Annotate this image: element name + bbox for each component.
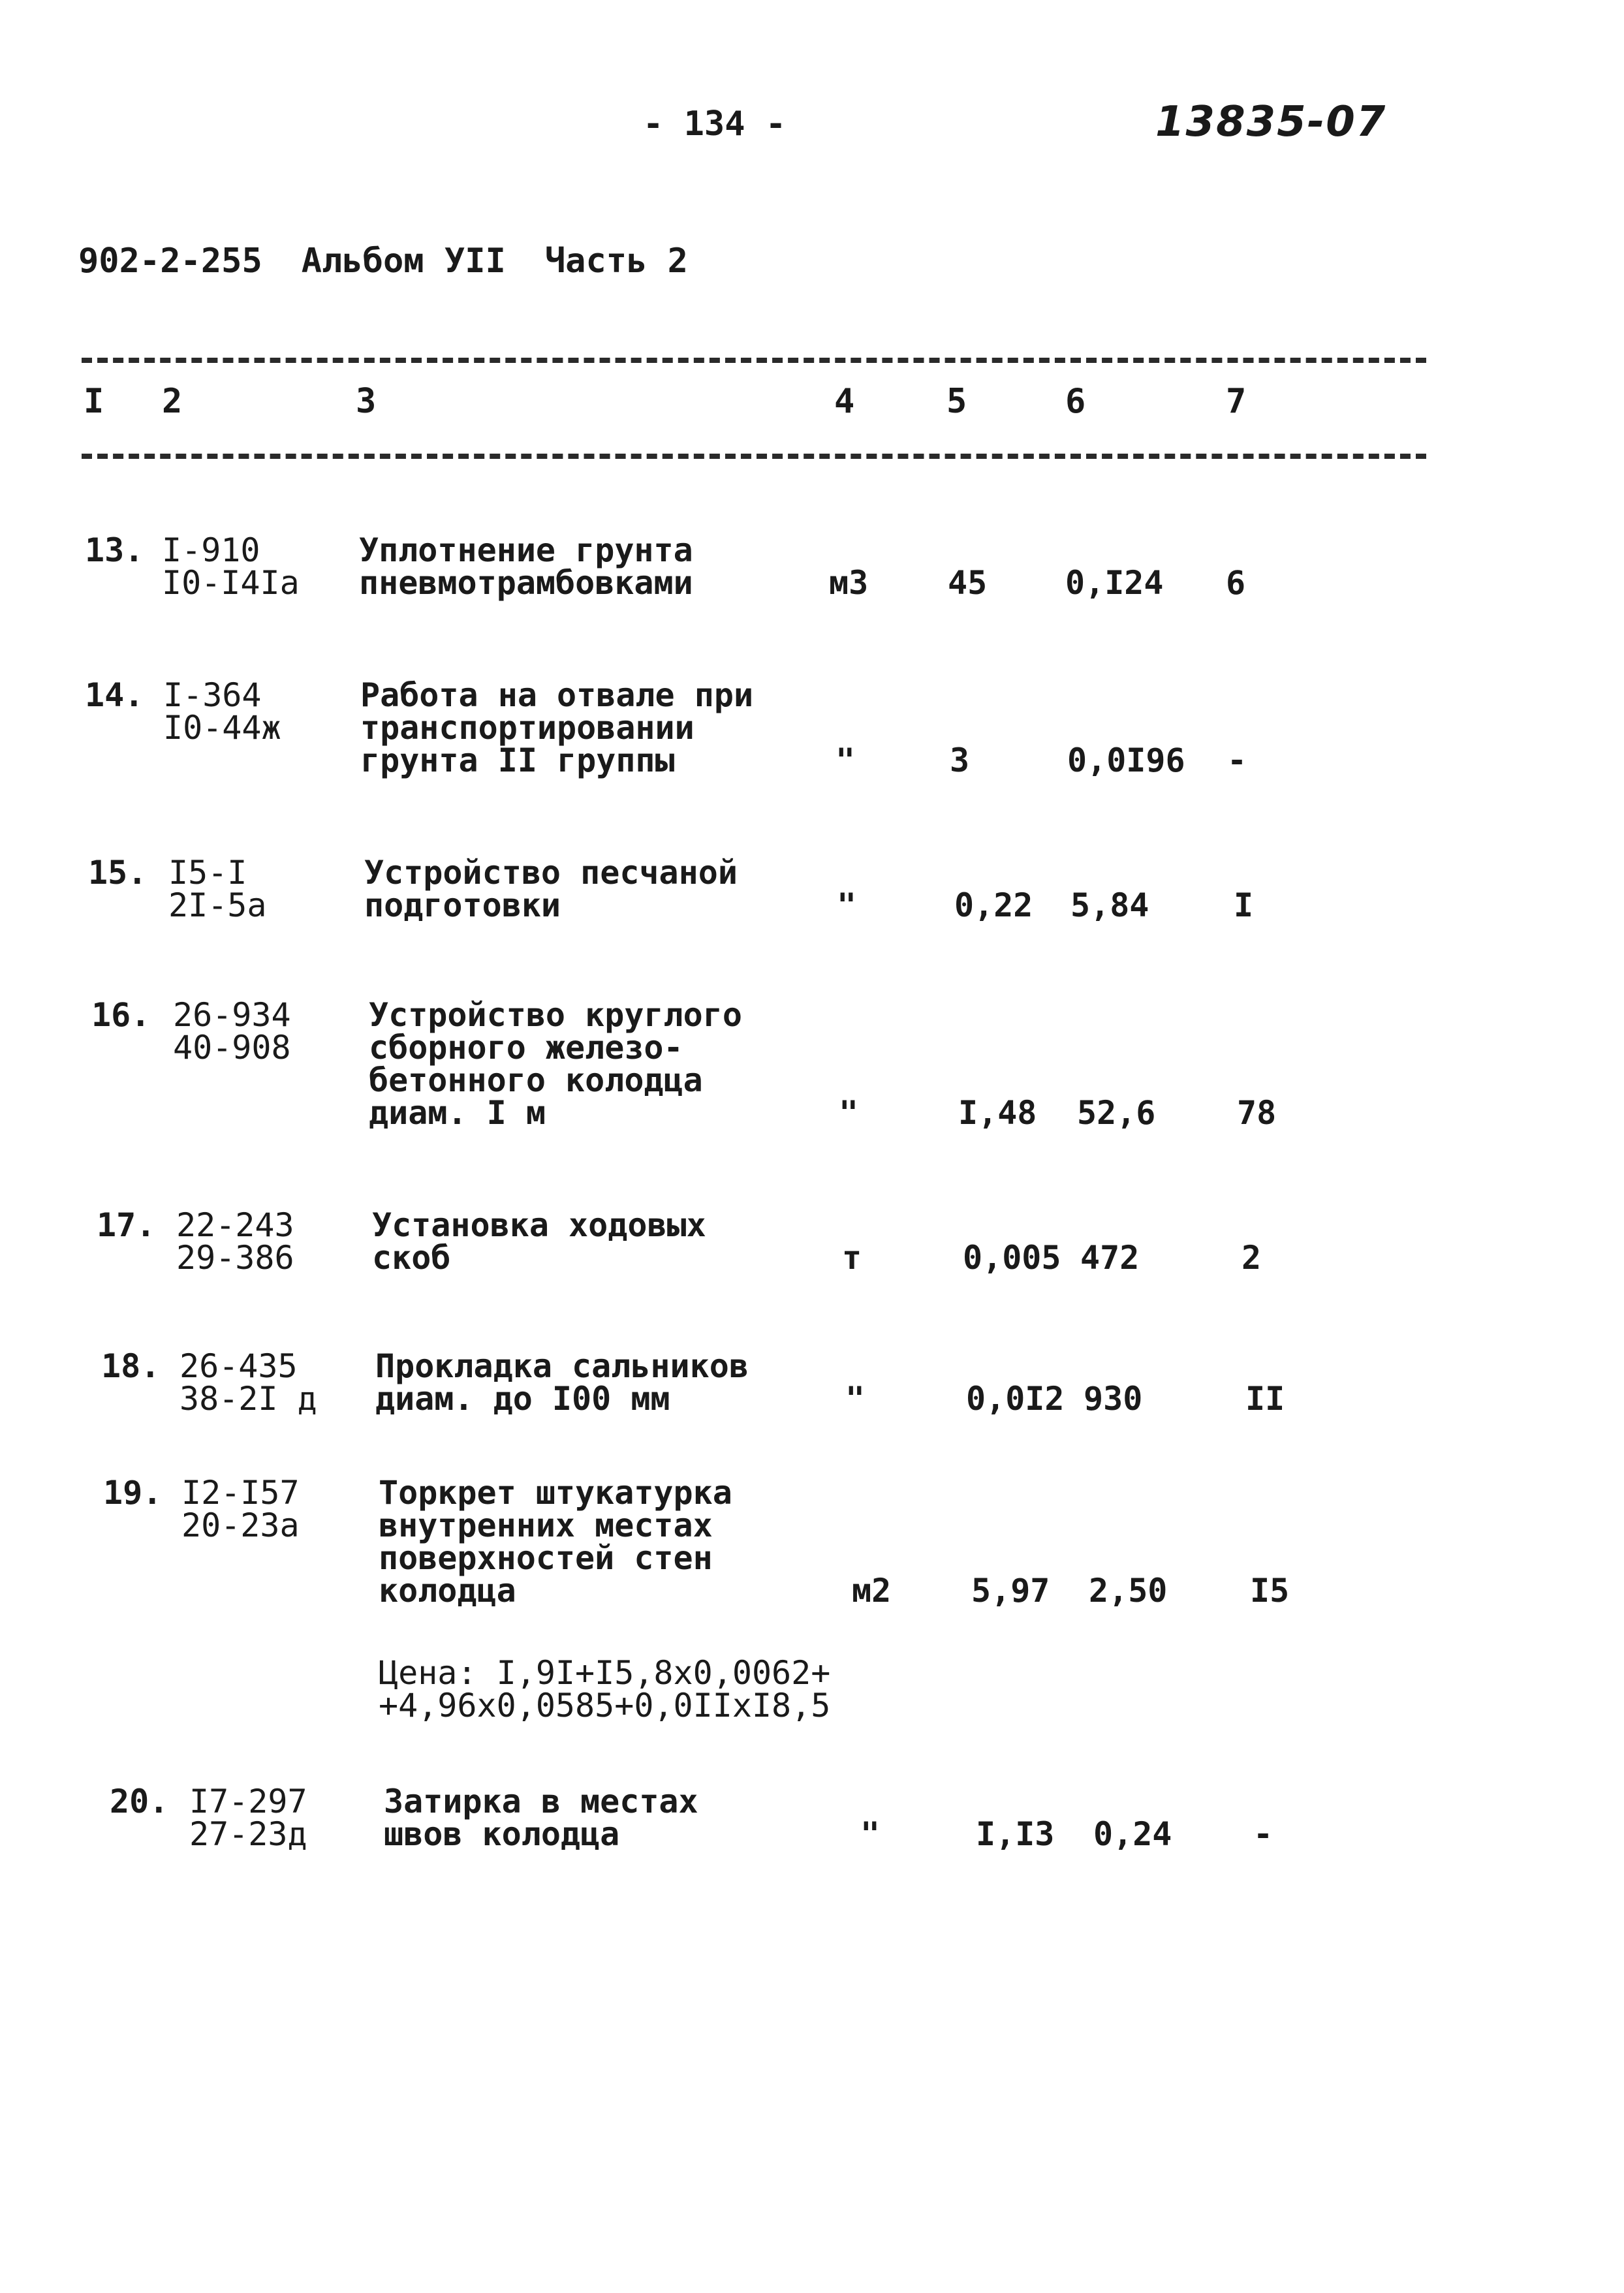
unit-of-measure: " [837, 886, 857, 924]
unit-price: 0,0I96 [1067, 741, 1185, 779]
work-description-line: скоб [372, 1239, 451, 1277]
series-code: 902-2-255 [78, 242, 262, 281]
document-code: 13835-07 [1155, 98, 1387, 146]
norm-code-secondary: 27-23д [189, 1815, 307, 1853]
work-description-line: подготовки [364, 886, 561, 924]
quantity: 0,0I2 [966, 1380, 1065, 1418]
total-cost: 2 [1241, 1239, 1262, 1277]
work-description-line: внутренних местах [379, 1506, 713, 1544]
work-description-line: Устройство песчаной [364, 854, 738, 892]
total-cost: I5 [1250, 1572, 1290, 1610]
column-header-4: 4 [834, 382, 855, 421]
price-formula-line: Цена: I,9I+I5,8x0,0062+ [379, 1654, 831, 1692]
norm-code-secondary: 40-908 [173, 1029, 291, 1067]
unit-of-measure: м3 [829, 564, 869, 602]
norm-code-secondary: 20-23a [181, 1506, 300, 1544]
column-header-7: 7 [1226, 382, 1247, 421]
norm-code: I-364 [163, 676, 262, 714]
quantity: I,I3 [976, 1815, 1055, 1853]
total-cost: 6 [1226, 564, 1246, 602]
row-index: 14. [85, 676, 144, 714]
work-description-line: Установка ходовых [372, 1206, 706, 1244]
work-description-line: бетонного колодца [369, 1061, 703, 1099]
row-index: 17. [97, 1206, 156, 1244]
page-number: - 134 - [643, 104, 787, 144]
row-index: 13. [85, 531, 144, 569]
row-index: 15. [88, 854, 148, 892]
quantity: 45 [948, 564, 988, 602]
work-description-line: Уплотнение грунта [359, 531, 693, 569]
unit-price: 472 [1080, 1239, 1140, 1277]
norm-code: I-910 [162, 531, 260, 569]
work-description-line: колодца [379, 1572, 516, 1610]
bottom-rule [82, 454, 1426, 459]
unit-of-measure: " [860, 1815, 881, 1853]
price-formula-line: +4,96x0,0585+0,0IIxI8,5 [379, 1687, 831, 1724]
work-description-line: Торкрет штукатурка [379, 1474, 732, 1512]
document-header [78, 242, 727, 281]
unit-of-measure: т [842, 1239, 862, 1277]
norm-code-secondary: I0-I4Ia [162, 564, 300, 602]
column-header-6: 6 [1065, 382, 1086, 421]
norm-code-secondary: 2I-5a [168, 886, 267, 924]
total-cost: - [1253, 1815, 1273, 1853]
norm-code: 26-435 [180, 1347, 298, 1385]
work-description-line: сборного железо- [369, 1029, 683, 1067]
work-description-line: диам. до I00 мм [375, 1380, 670, 1418]
unit-price: 5,84 [1070, 886, 1149, 924]
norm-code-secondary: 29-386 [176, 1239, 294, 1277]
album-label: Альбом УII [301, 242, 506, 281]
work-description-line: Прокладка сальников [375, 1347, 749, 1385]
part-label: Часть 2 [544, 242, 688, 281]
norm-code: I2-I57 [181, 1474, 300, 1512]
unit-of-measure: " [845, 1380, 866, 1418]
quantity: 0,005 [963, 1239, 1061, 1277]
norm-code: I5-I [168, 854, 247, 892]
column-header-3: 3 [356, 382, 377, 421]
column-header-2: 2 [162, 382, 183, 421]
total-cost: I [1234, 886, 1254, 924]
row-index: 20. [110, 1783, 169, 1820]
unit-price: 0,24 [1093, 1815, 1172, 1853]
work-description-line: транспортировании [360, 709, 695, 747]
work-description-line: пневмотрамбовками [359, 564, 693, 602]
work-description-line: Затирка в местах [384, 1783, 698, 1820]
quantity: 3 [950, 741, 970, 779]
unit-price: 0,I24 [1065, 564, 1164, 602]
total-cost: II [1245, 1380, 1285, 1418]
norm-code: I7-297 [189, 1783, 307, 1820]
row-index: 16. [91, 996, 151, 1034]
total-cost: - [1227, 741, 1247, 779]
row-index: 19. [103, 1474, 163, 1512]
quantity: 5,97 [971, 1572, 1050, 1610]
column-header-1: I [84, 382, 104, 421]
work-description-line: Устройство круглого [369, 996, 742, 1034]
unit-of-measure: м2 [852, 1572, 892, 1610]
work-description-line: поверхностей стен [379, 1539, 713, 1577]
work-description-line: швов колодца [384, 1815, 620, 1853]
quantity: 0,22 [954, 886, 1033, 924]
unit-price: 2,50 [1089, 1572, 1168, 1610]
unit-price: 930 [1084, 1380, 1143, 1418]
work-description-line: грунта II группы [360, 741, 675, 779]
unit-of-measure: " [835, 741, 856, 779]
unit-of-measure: " [839, 1094, 859, 1132]
total-cost: 78 [1237, 1094, 1277, 1132]
norm-code: 26-934 [173, 996, 291, 1034]
unit-price: 52,6 [1077, 1094, 1156, 1132]
row-index: 18. [101, 1347, 161, 1385]
column-header-5: 5 [946, 382, 967, 421]
norm-code: 22-243 [176, 1206, 294, 1244]
work-description-line: диам. I м [369, 1094, 546, 1132]
norm-code-secondary: I0-44ж [163, 709, 281, 747]
norm-code-secondary: 38-2I д [180, 1380, 317, 1418]
top-rule [82, 358, 1426, 363]
work-description-line: Работа на отвале при [360, 676, 754, 714]
quantity: I,48 [958, 1094, 1037, 1132]
